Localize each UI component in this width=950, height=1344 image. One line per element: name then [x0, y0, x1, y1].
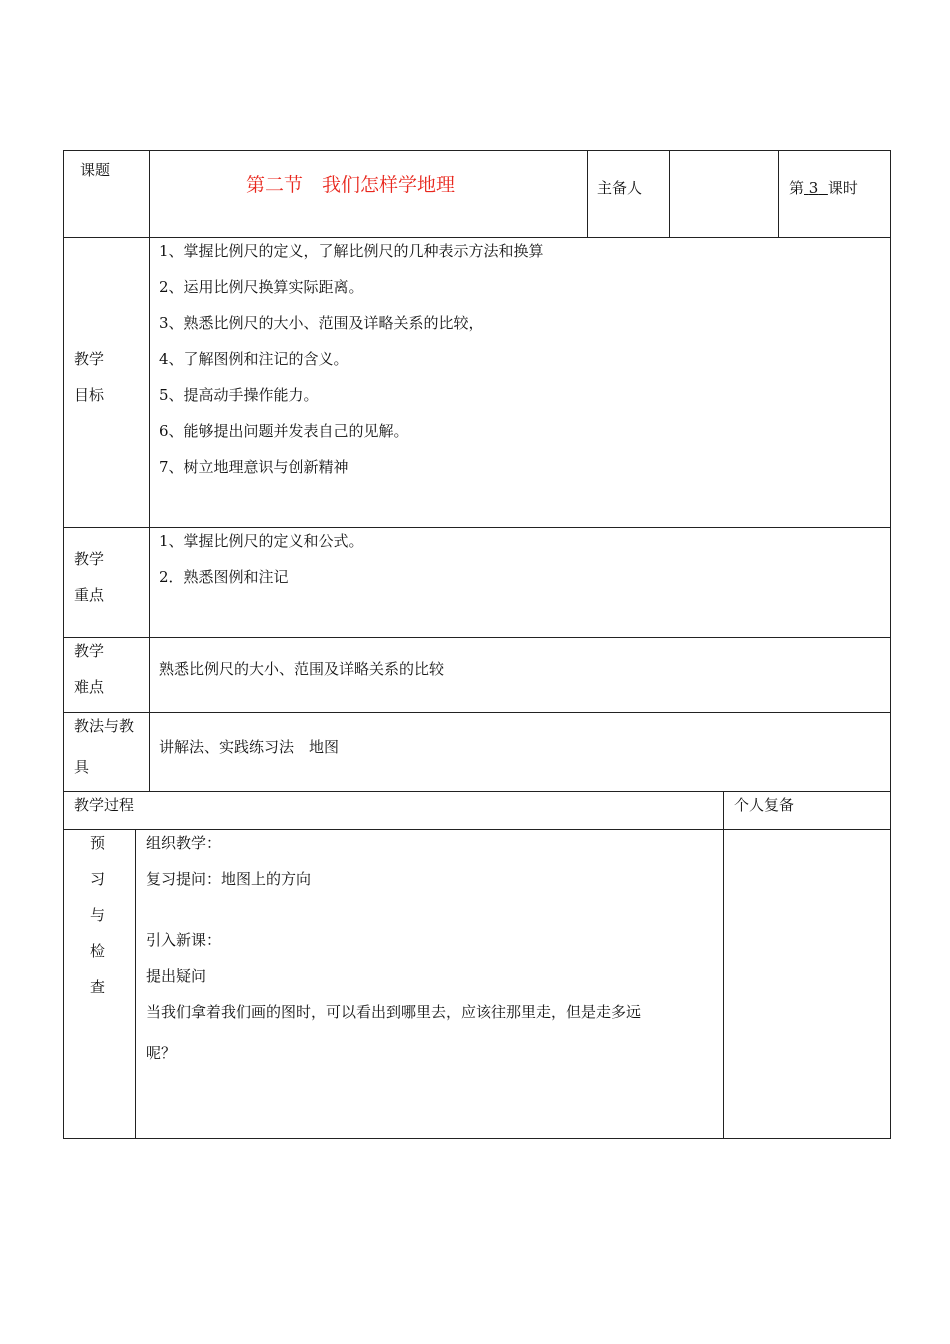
topic-label: 课题 [80, 161, 111, 179]
period-number: 3 [808, 179, 819, 197]
process-line: 复习提问：地图上的方向 [146, 870, 312, 888]
objective-item: 4、了解图例和注记的含义。 [159, 350, 349, 368]
process-line: 提出疑问 [146, 967, 207, 985]
section-char: 查 [90, 978, 106, 996]
process-section-label [90, 833, 105, 1013]
row-divider [63, 527, 891, 528]
process-header-left: 教学过程 [74, 796, 135, 814]
section-char: 预 [90, 834, 106, 852]
objective-item: 7、树立地理意识与创新精神 [159, 458, 349, 476]
difficulties-text: 熟悉比例尺的大小、范围及详略关系的比较 [159, 660, 445, 678]
process-line: 当我们拿着我们画的图时，可以看出到哪里去，应该往那里走，但是走多远 [146, 1003, 642, 1021]
lesson-title: 第二节 我们怎样学地理 [246, 174, 456, 196]
objectives-label-1: 教学 [74, 350, 105, 368]
methods-text: 讲解法、实践练习法 地图 [159, 738, 340, 756]
process-line: 组织教学： [146, 834, 222, 852]
row-divider [63, 637, 891, 638]
column-divider [135, 829, 136, 1139]
column-divider [669, 150, 670, 238]
process-line: 引入新课： [146, 931, 222, 949]
objective-item: 3、熟悉比例尺的大小、范围及详略关系的比较， [159, 314, 484, 332]
period-label [789, 178, 858, 198]
objectives-label-2: 目标 [74, 386, 105, 404]
section-char: 检 [90, 942, 106, 960]
key-points-label-1: 教学 [74, 550, 105, 568]
objective-item: 6、能够提出问题并发表自己的见解。 [159, 422, 409, 440]
objective-item: 5、提高动手操作能力。 [159, 386, 319, 404]
column-divider [723, 791, 724, 1139]
preparer-label: 主备人 [597, 179, 643, 197]
objective-item: 1、掌握比例尺的定义，了解比例尺的几种表示方法和换算 [159, 242, 544, 260]
difficulties-label-2: 难点 [74, 678, 105, 696]
objective-item: 2、运用比例尺换算实际距离。 [159, 278, 364, 296]
process-header-right: 个人复备 [734, 796, 795, 814]
methods-label-1: 教法与教 [74, 717, 135, 735]
key-points-label-2: 重点 [74, 586, 105, 604]
row-divider [63, 829, 891, 830]
row-divider [63, 237, 891, 238]
key-point-item: 1、掌握比例尺的定义和公式。 [159, 532, 364, 550]
column-divider [587, 150, 588, 238]
section-char: 习 [90, 870, 106, 888]
row-divider [63, 712, 891, 713]
period-suffix: 课时 [827, 179, 858, 197]
difficulties-label-1: 教学 [74, 642, 105, 660]
column-divider [149, 150, 150, 792]
column-divider [778, 150, 779, 238]
key-point-item: 2．熟悉图例和注记 [159, 568, 289, 586]
methods-label-2: 具 [74, 758, 90, 776]
section-char: 与 [90, 906, 106, 924]
process-line: 呢？ [146, 1044, 177, 1062]
period-prefix: 第 [789, 179, 805, 197]
